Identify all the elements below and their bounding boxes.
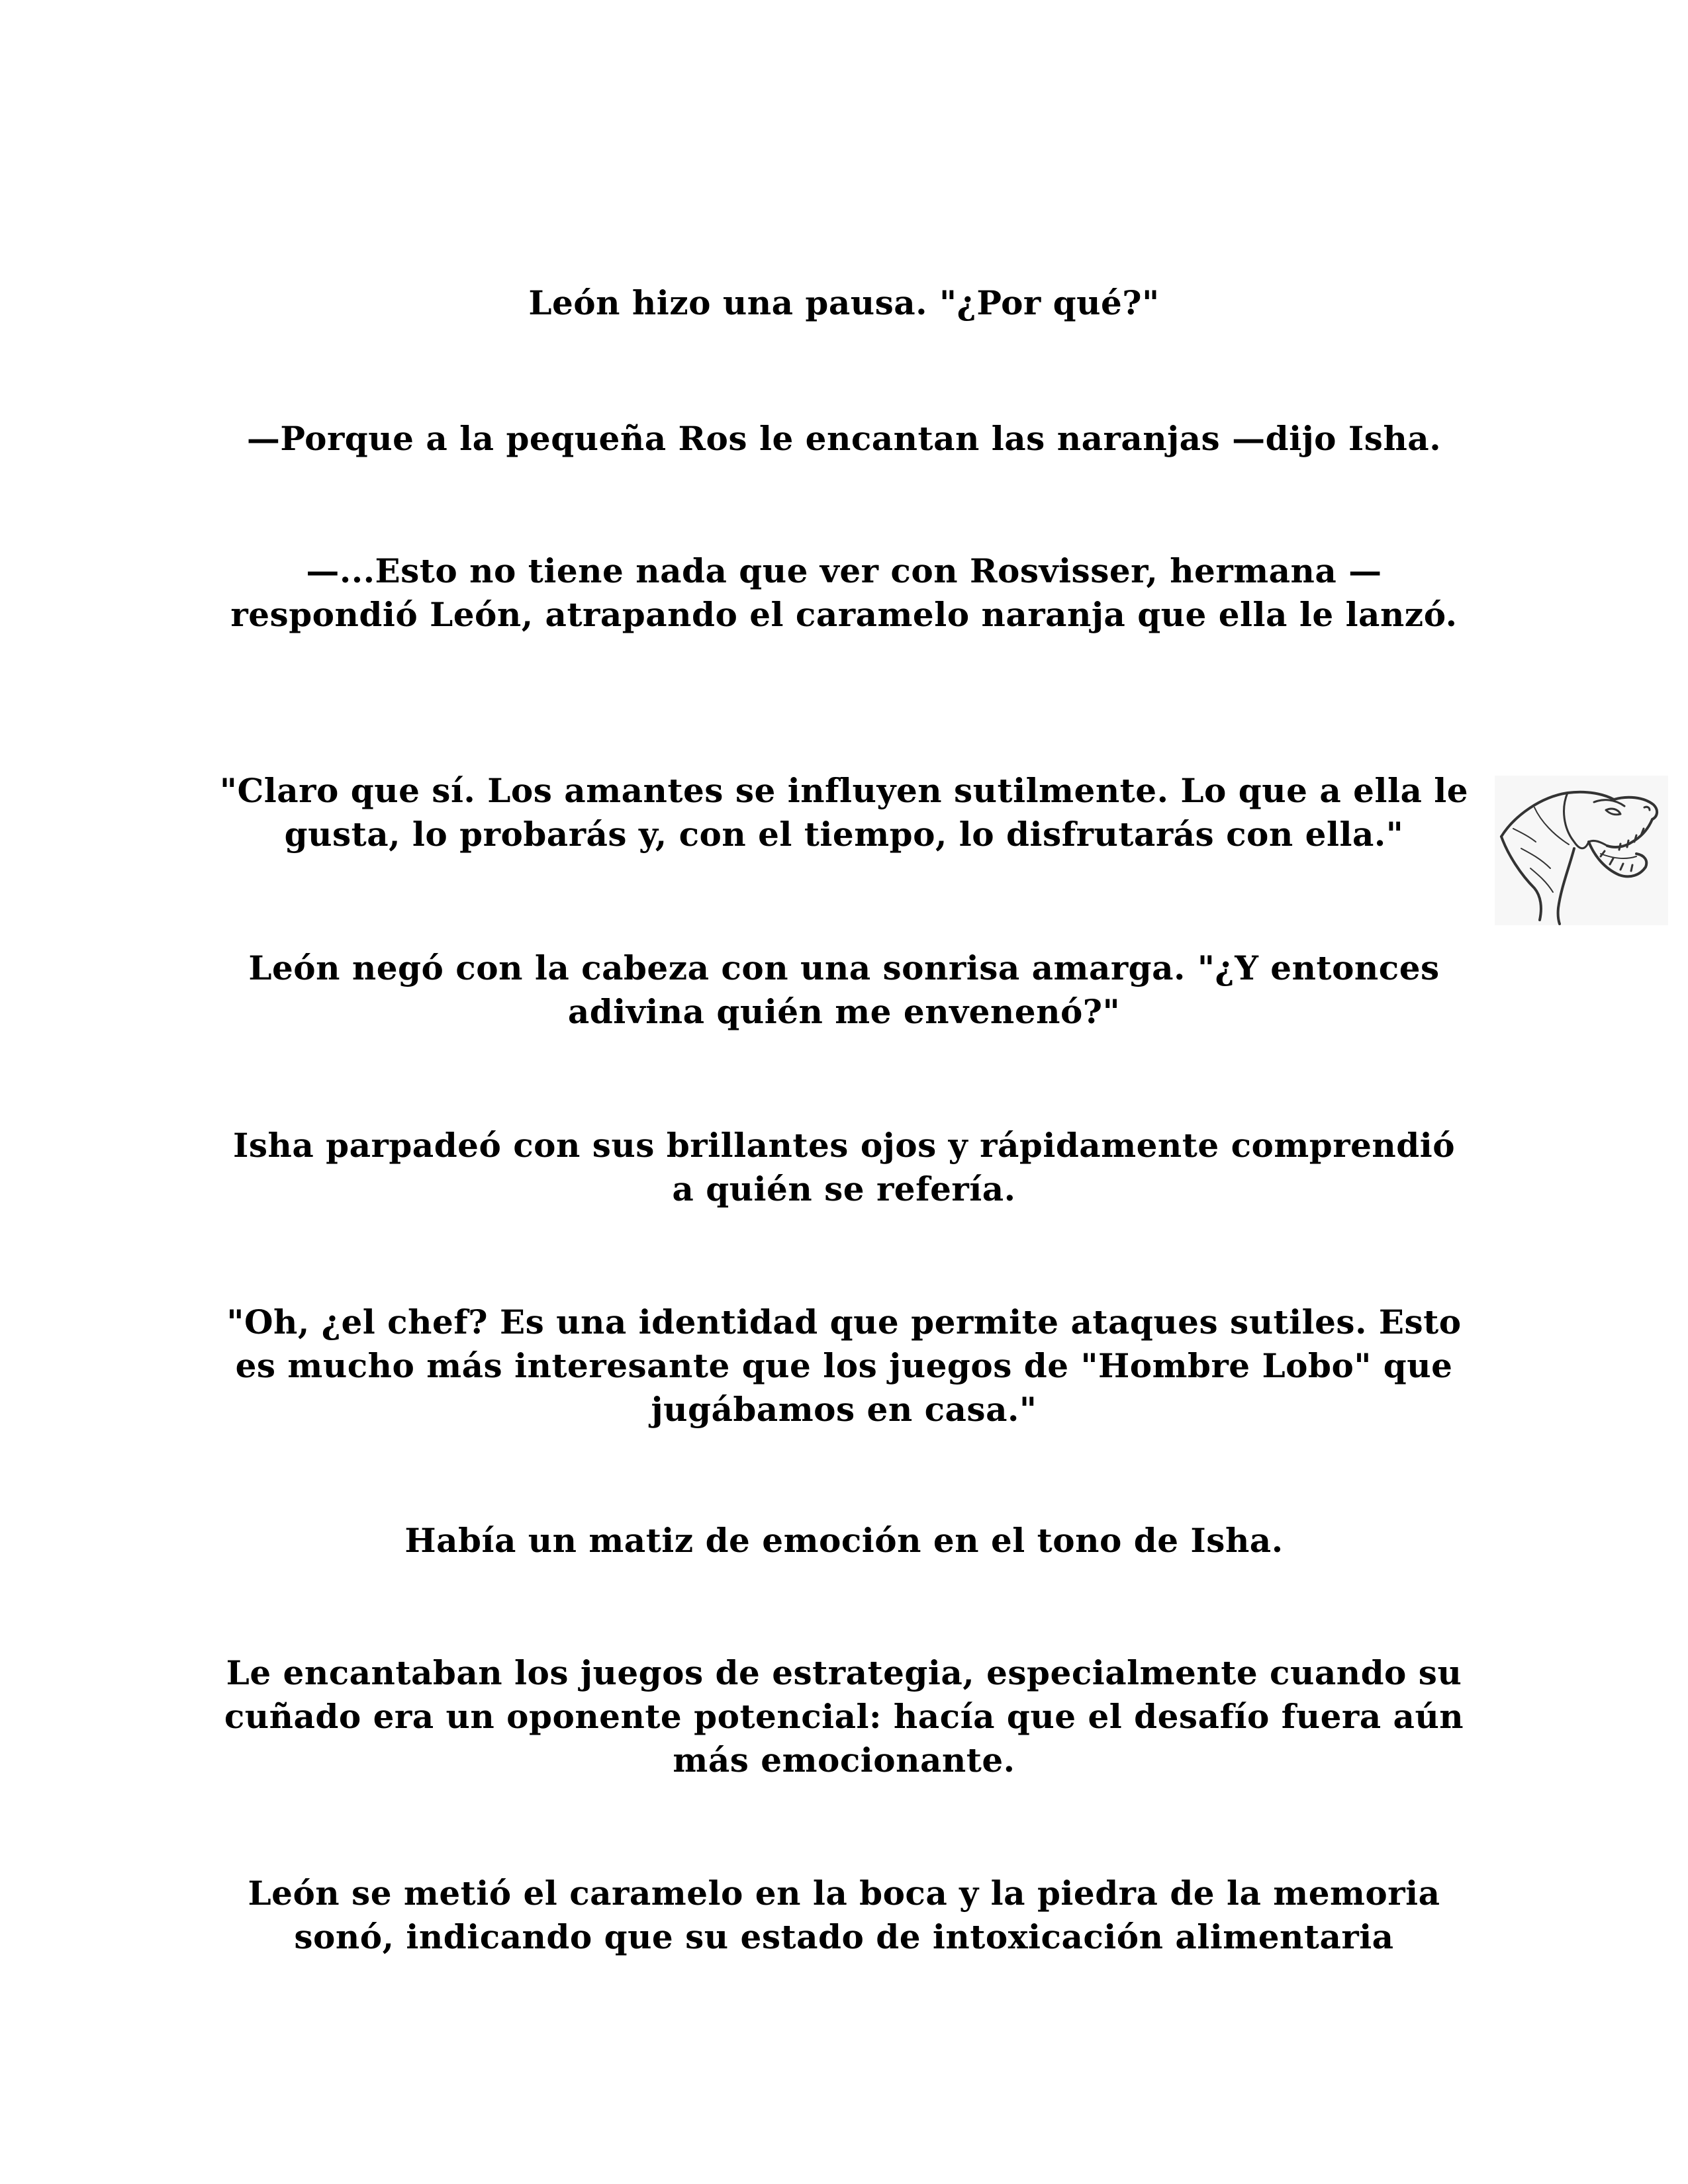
paragraph-2: —Porque a la pequeña Ros le encantan las naranjas —dijo Isha. (246, 419, 1442, 458)
paragraph-9: Le encantaban los juegos de estrategia, especialmente cuando su cuñado era un oponente potencial: hacía que el desafío fuera aún más emocionante. (224, 1653, 1464, 1780)
paragraph-7: "Oh, ¿el chef? Es una identidad que permite ataques sutiles. Esto es mucho más interesante que los juegos de "Hombre Lobo" que jugábamos en casa." (226, 1302, 1462, 1429)
paragraph-4: "Claro que sí. Los amantes se influyen sutilmente. Lo que a ella le gusta, lo probarás y, con el tiempo, lo disfrutarás con ella." (219, 771, 1469, 854)
dinosaur-head-sketch-icon (1495, 776, 1668, 925)
paragraph-5: León negó con la cabeza con una sonrisa amarga. "¿Y entonces adivina quién me envenenó?" (248, 948, 1440, 1031)
paragraph-8: Había un matiz de emoción en el tono de Isha. (404, 1521, 1284, 1560)
paragraph-6: Isha parpadeó con sus brillantes ojos y rápidamente comprendió a quién se refería. (232, 1126, 1456, 1208)
paragraph-1: León hizo una pausa. "¿Por qué?" (528, 283, 1160, 322)
paragraph-3: —...Esto no tiene nada que ver con Rosvisser, hermana —respondió León, atrapando el caramelo naranja que ella le lanzó. (230, 551, 1458, 634)
paragraph-10: León se metió el caramelo en la boca y la piedra de la memoria sonó, indicando que su estado de intoxicación alimentaria (248, 1874, 1440, 1956)
